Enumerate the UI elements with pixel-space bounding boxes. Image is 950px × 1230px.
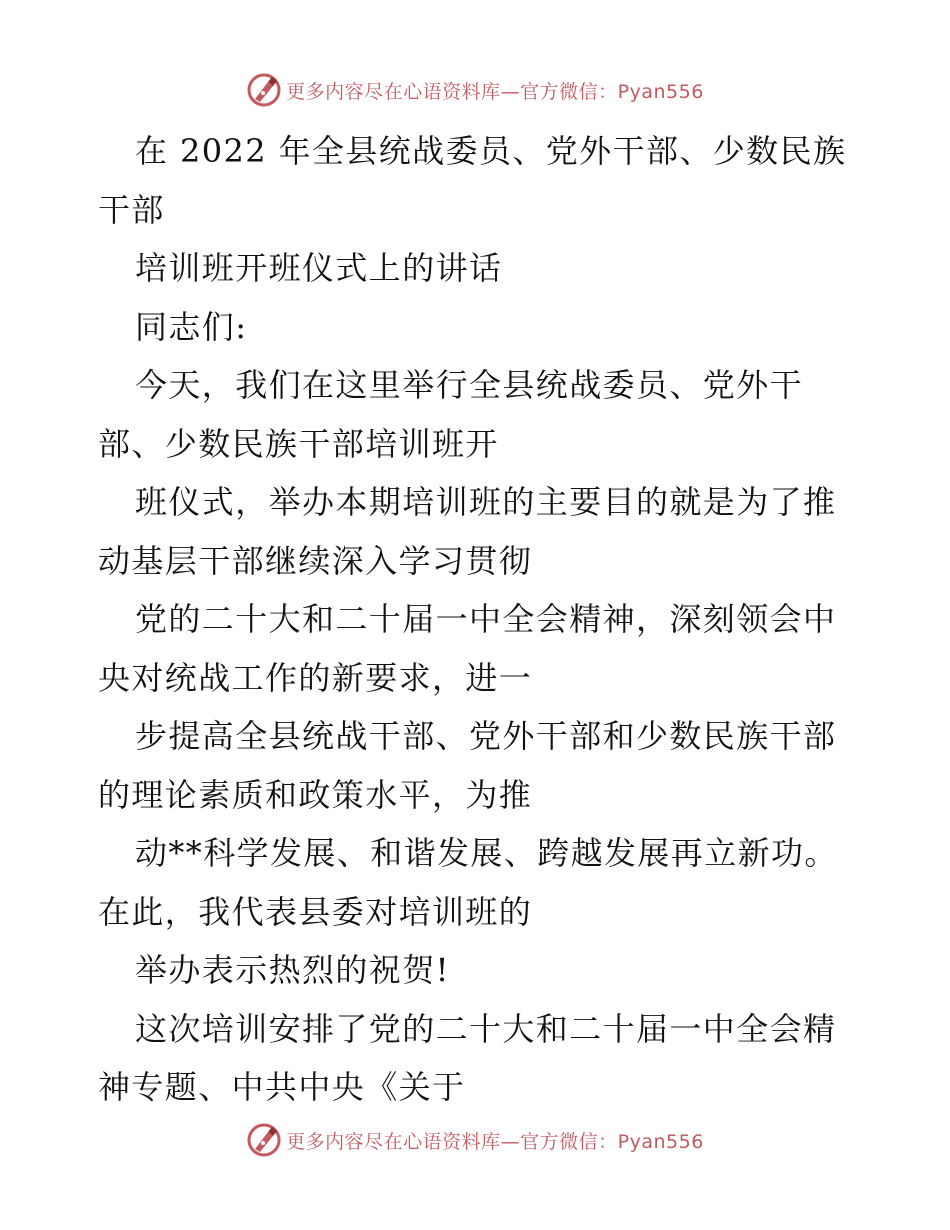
text-line: 动**科学发展、和谐发展、跨越发展再立新功。 [135,834,838,872]
text-line: 央对统战工作的新要求，进一 [98,658,533,697]
text-line: 神专题、中共中央《关于 [98,1068,466,1106]
text-line: 动基层干部继续深入学习贯彻 [98,541,533,580]
text-line: 这次培训安排了党的二十大和二十届一中全会精 [135,1009,837,1048]
text-line: 班仪式，举办本期培训班的主要目的就是为了推 [135,483,837,521]
text-line: 的理论素质和政策水平，为推 [98,775,533,814]
text-line: 同志们: [135,307,248,346]
text-line: 部、少数民族干部培训班开 [98,424,499,463]
pen-nib-circle-icon [246,72,282,108]
text-line: 干部 [98,190,165,229]
text-line: 在 2022 年全县统战委员、党外干部、少数民族 [135,132,847,170]
text-line: 今天，我们在这里举行全县统战委员、党外干 [135,366,804,404]
text-line: 党的二十大和二十届一中全会精神，深刻领会中 [135,600,837,638]
footer-watermark [0,1120,950,1160]
document-body [98,122,858,1117]
text-line: 举办表示热烈的祝贺! [135,951,450,989]
text-line: 在此，我代表县委对培训班的 [98,892,533,931]
text-line: 步提高全县统战干部、党外干部和少数民族干部 [135,717,837,755]
header-watermark-text: 更多内容尽在心语资料库—官方微信：Pyan556 [286,80,704,103]
text-line: 培训班开班仪式上的讲话 [135,249,503,287]
header-watermark [0,70,950,110]
footer-watermark-text: 更多内容尽在心语资料库—官方微信：Pyan556 [286,1130,704,1153]
pen-nib-circle-icon [246,1122,282,1158]
